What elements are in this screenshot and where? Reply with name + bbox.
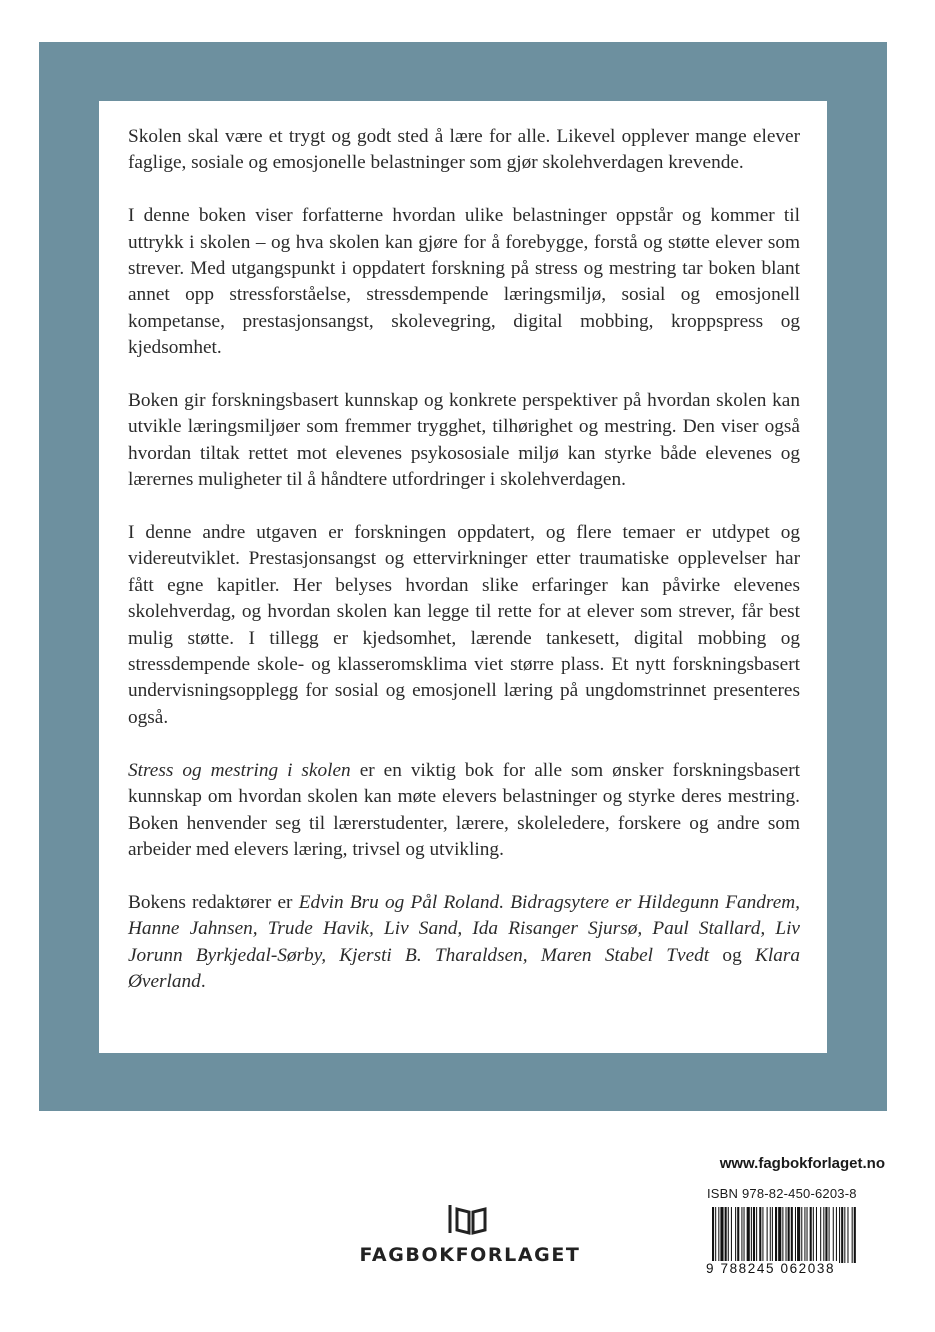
fagbokforlaget-book-logo-icon xyxy=(447,1203,495,1235)
paragraph-knowledge: Boken gir forskningsbasert kunnskap og konkrete perspektiver på hvordan skolen kan utvikle læringsmiljøer som fremmer trygghet, tilhørighet og mestring. Den viser også hvordan tiltak rettet mot elevenes psykososiale miljø kan styrke både elevenes og lærernes muligheter til å håndtere utfordringer i skolehverdagen. xyxy=(128,390,800,491)
paragraph-second-edition: I denne andre utgaven er forskningen oppdatert, og flere temaer er utdypet og videreutviklet. Prestasjonsangst og ettervirkninger etter traumatiske opplevelser har fått egne kapitler. Her belyses hvordan slike erfaringer kan påvirke elevenes skolehverdag, og hvordan skolen kan legge til rette for at elever som strever, får best mulig støtte. I tillegg er kjedsomhet, lærende tankesett, digital mobbing og stressdempende skole- og klasseromsklima viet større plass. Et nytt forskningsbasert undervisningsopplegg for sosial og emosjonell læring på ungdomstrinnet presenteres også. xyxy=(128,522,800,728)
isbn-label: ISBN 978-82-450-6203-8 xyxy=(707,1186,857,1201)
paragraph-intro: Skolen skal være et trygt og godt sted å lære for alle. Likevel opplever mange elever faglige, sosiale og emosjonelle belastninger som gjør skolehverdagen krevende. xyxy=(128,126,800,174)
editors-lead: Bokens redaktører er xyxy=(128,891,299,913)
paragraph-topics: I denne boken viser forfatterne hvordan ulike belastninger oppstår og kommer til uttrykk i skolen – og hva skolen kan gjøre for å forebygge, forstå og støtte elever som strever. Med utgangspunkt i oppdatert forskning på stress og mestring tar boken blant annet opp stressforståelse, stressdempende læringsmiljø, sosial og emosjonell kompetanse, prestasjonsangst, skolevegring, digital mobbing, kroppspress og kjedsomhet. xyxy=(128,205,800,359)
barcode-bars xyxy=(704,1207,889,1267)
publisher-name: FAGBOKFORLAGET xyxy=(359,1244,581,1266)
book-title: Stress og mestring i skolen xyxy=(128,759,351,781)
barcode-digits: 9 788245 062038 xyxy=(706,1261,836,1276)
audience-text: er en viktig bok for alle som ønsker forskningsbasert kunnskap om hvordan skolen kan møte elevers belastninger og styrke deres mestring. Boken henvender seg til lærerstudenter, lærere, skoleledere, forskere og andre som arbeider med elevers læring, trivsel og utvikling. xyxy=(128,759,801,860)
paragraph-audience xyxy=(128,758,800,864)
paragraph-editors xyxy=(128,890,800,996)
editors-and: og xyxy=(709,944,755,966)
editors-names: Edvin Bru og Pål Roland. Bidragsytere er Hildegunn Fandrem, Hanne Jahnsen, Trude Havik, Liv Sand, Ida Risanger Sjursø, Paul Stallard, Liv Jorunn Byrkjedal-Sørby, Kjersti B. Tharaldsen, Maren Stabel Tvedt xyxy=(128,891,801,966)
blurb-text xyxy=(128,124,800,995)
barcode xyxy=(704,1207,889,1277)
publisher-url[interactable]: www.fagbokforlaget.no xyxy=(719,1155,885,1172)
editors-last-name: Klara Øverland xyxy=(128,944,801,992)
editors-end: . xyxy=(200,970,206,992)
